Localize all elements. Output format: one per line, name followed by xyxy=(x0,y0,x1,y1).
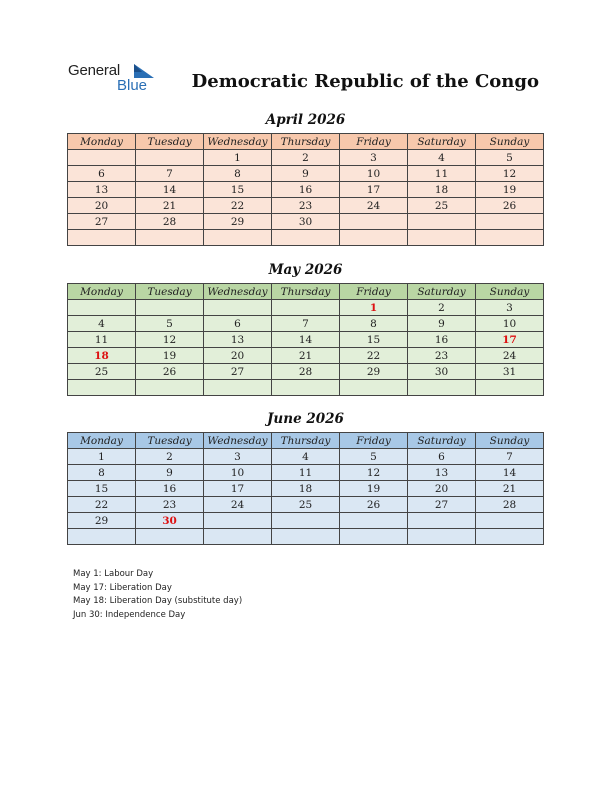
day-cell: 19 xyxy=(476,182,544,198)
empty-cell xyxy=(204,300,272,316)
day-cell: 15 xyxy=(204,182,272,198)
empty-cell xyxy=(476,513,544,529)
day-cell: 27 xyxy=(408,497,476,513)
day-cell: 25 xyxy=(408,198,476,214)
day-cell: 10 xyxy=(476,316,544,332)
weekday-header-row xyxy=(68,433,544,449)
day-cell: 7 xyxy=(136,166,204,182)
day-cell: 1 xyxy=(68,449,136,465)
day-cell: 20 xyxy=(204,348,272,364)
weekday-header: Monday xyxy=(68,433,136,449)
day-cell: 22 xyxy=(340,348,408,364)
empty-cell xyxy=(136,230,204,246)
empty-cell xyxy=(204,230,272,246)
week-row xyxy=(68,481,544,497)
weekday-header: Sunday xyxy=(476,433,544,449)
empty-cell xyxy=(68,230,136,246)
day-cell: 13 xyxy=(204,332,272,348)
weekday-header: Wednesday xyxy=(204,433,272,449)
day-cell: 17 xyxy=(476,332,544,348)
day-cell: 7 xyxy=(476,449,544,465)
calendar-april xyxy=(67,133,544,246)
week-row xyxy=(68,465,544,481)
weekday-header-row xyxy=(68,284,544,300)
day-cell: 2 xyxy=(272,150,340,166)
weekday-header: Friday xyxy=(340,284,408,300)
week-row xyxy=(68,198,544,214)
weekday-header: Thursday xyxy=(272,433,340,449)
day-cell: 13 xyxy=(68,182,136,198)
day-cell: 28 xyxy=(272,364,340,380)
day-cell: 15 xyxy=(68,481,136,497)
day-cell: 20 xyxy=(68,198,136,214)
day-cell: 5 xyxy=(340,449,408,465)
empty-cell xyxy=(204,529,272,545)
day-cell: 16 xyxy=(136,481,204,497)
day-cell: 5 xyxy=(476,150,544,166)
week-row xyxy=(68,214,544,230)
day-cell: 11 xyxy=(68,332,136,348)
day-cell: 13 xyxy=(408,465,476,481)
day-cell: 30 xyxy=(136,513,204,529)
day-cell: 22 xyxy=(204,198,272,214)
day-cell: 24 xyxy=(340,198,408,214)
weekday-header: Friday xyxy=(340,433,408,449)
holiday-notes xyxy=(73,568,242,622)
day-cell: 19 xyxy=(136,348,204,364)
day-cell: 12 xyxy=(340,465,408,481)
weekday-header: Monday xyxy=(68,284,136,300)
day-cell: 12 xyxy=(136,332,204,348)
day-cell: 4 xyxy=(68,316,136,332)
weekday-header-row xyxy=(68,134,544,150)
holiday-note: May 1: Labour Day xyxy=(73,569,154,579)
weekday-header: Tuesday xyxy=(136,134,204,150)
day-cell: 29 xyxy=(68,513,136,529)
logo xyxy=(68,62,168,96)
calendar-may xyxy=(67,283,544,396)
empty-cell xyxy=(68,150,136,166)
day-cell: 11 xyxy=(408,166,476,182)
day-cell: 26 xyxy=(136,364,204,380)
empty-cell xyxy=(136,380,204,396)
day-cell: 15 xyxy=(340,332,408,348)
empty-cell xyxy=(272,380,340,396)
day-cell: 10 xyxy=(340,166,408,182)
empty-cell xyxy=(272,513,340,529)
day-cell: 14 xyxy=(476,465,544,481)
empty-cell xyxy=(408,230,476,246)
day-cell: 11 xyxy=(272,465,340,481)
empty-cell xyxy=(340,214,408,230)
week-row xyxy=(68,300,544,316)
day-cell: 23 xyxy=(408,348,476,364)
page-title: Democratic Republic of the Congo xyxy=(191,71,539,92)
empty-cell xyxy=(204,380,272,396)
empty-cell xyxy=(68,300,136,316)
day-cell: 26 xyxy=(340,497,408,513)
day-cell: 8 xyxy=(68,465,136,481)
weekday-header: Sunday xyxy=(476,284,544,300)
day-cell: 31 xyxy=(476,364,544,380)
day-cell: 18 xyxy=(272,481,340,497)
week-row xyxy=(68,332,544,348)
day-cell: 30 xyxy=(272,214,340,230)
empty-cell xyxy=(476,230,544,246)
calendar-june xyxy=(67,432,544,545)
week-row xyxy=(68,364,544,380)
day-cell: 18 xyxy=(408,182,476,198)
day-cell: 28 xyxy=(136,214,204,230)
month-title-april: April 2026 xyxy=(265,112,346,128)
week-row xyxy=(68,380,544,396)
week-row xyxy=(68,230,544,246)
week-row xyxy=(68,497,544,513)
logo-flag-icon xyxy=(134,64,154,78)
day-cell: 9 xyxy=(272,166,340,182)
week-row xyxy=(68,529,544,545)
day-cell: 25 xyxy=(68,364,136,380)
day-cell: 24 xyxy=(204,497,272,513)
weekday-header: Tuesday xyxy=(136,433,204,449)
day-cell: 8 xyxy=(340,316,408,332)
day-cell: 4 xyxy=(408,150,476,166)
day-cell: 8 xyxy=(204,166,272,182)
empty-cell xyxy=(408,513,476,529)
day-cell: 6 xyxy=(204,316,272,332)
logo-text-blue: Blue xyxy=(117,77,148,94)
empty-cell xyxy=(476,380,544,396)
day-cell: 17 xyxy=(340,182,408,198)
logo-text-general: General xyxy=(68,62,120,79)
empty-cell xyxy=(408,529,476,545)
empty-cell xyxy=(204,513,272,529)
empty-cell xyxy=(340,230,408,246)
empty-cell xyxy=(476,529,544,545)
day-cell: 27 xyxy=(204,364,272,380)
day-cell: 16 xyxy=(408,332,476,348)
empty-cell xyxy=(68,529,136,545)
day-cell: 5 xyxy=(136,316,204,332)
week-row xyxy=(68,348,544,364)
empty-cell xyxy=(340,513,408,529)
day-cell: 2 xyxy=(136,449,204,465)
day-cell: 21 xyxy=(476,481,544,497)
day-cell: 6 xyxy=(408,449,476,465)
day-cell: 6 xyxy=(68,166,136,182)
day-cell: 28 xyxy=(476,497,544,513)
weekday-header: Thursday xyxy=(272,134,340,150)
week-row xyxy=(68,513,544,529)
day-cell: 24 xyxy=(476,348,544,364)
day-cell: 2 xyxy=(408,300,476,316)
weekday-header: Wednesday xyxy=(204,284,272,300)
day-cell: 21 xyxy=(136,198,204,214)
week-row xyxy=(68,316,544,332)
month-title-june: June 2026 xyxy=(267,411,344,427)
day-cell: 3 xyxy=(476,300,544,316)
weekday-header: Wednesday xyxy=(204,134,272,150)
day-cell: 20 xyxy=(408,481,476,497)
day-cell: 1 xyxy=(204,150,272,166)
day-cell: 30 xyxy=(408,364,476,380)
day-cell: 16 xyxy=(272,182,340,198)
weekday-header: Tuesday xyxy=(136,284,204,300)
empty-cell xyxy=(136,300,204,316)
day-cell: 4 xyxy=(272,449,340,465)
day-cell: 9 xyxy=(136,465,204,481)
weekday-header: Saturday xyxy=(408,284,476,300)
day-cell: 17 xyxy=(204,481,272,497)
empty-cell xyxy=(136,150,204,166)
empty-cell xyxy=(476,214,544,230)
day-cell: 18 xyxy=(68,348,136,364)
empty-cell xyxy=(68,380,136,396)
day-cell: 10 xyxy=(204,465,272,481)
weekday-header: Thursday xyxy=(272,284,340,300)
day-cell: 1 xyxy=(340,300,408,316)
week-row xyxy=(68,449,544,465)
empty-cell xyxy=(340,380,408,396)
day-cell: 27 xyxy=(68,214,136,230)
day-cell: 14 xyxy=(272,332,340,348)
day-cell: 23 xyxy=(272,198,340,214)
day-cell: 3 xyxy=(340,150,408,166)
empty-cell xyxy=(272,230,340,246)
day-cell: 3 xyxy=(204,449,272,465)
month-title-may: May 2026 xyxy=(268,262,343,278)
day-cell: 23 xyxy=(136,497,204,513)
day-cell: 22 xyxy=(68,497,136,513)
day-cell: 12 xyxy=(476,166,544,182)
day-cell: 25 xyxy=(272,497,340,513)
day-cell: 9 xyxy=(408,316,476,332)
week-row xyxy=(68,182,544,198)
weekday-header: Monday xyxy=(68,134,136,150)
weekday-header: Sunday xyxy=(476,134,544,150)
empty-cell xyxy=(272,529,340,545)
empty-cell xyxy=(340,529,408,545)
holiday-note: May 18: Liberation Day (substitute day) xyxy=(73,596,243,607)
empty-cell xyxy=(408,380,476,396)
day-cell: 21 xyxy=(272,348,340,364)
weekday-header: Friday xyxy=(340,134,408,150)
empty-cell xyxy=(136,529,204,545)
day-cell: 29 xyxy=(204,214,272,230)
day-cell: 19 xyxy=(340,481,408,497)
empty-cell xyxy=(272,300,340,316)
day-cell: 14 xyxy=(136,182,204,198)
weekday-header: Saturday xyxy=(408,134,476,150)
holiday-note: May 17: Liberation Day xyxy=(73,582,172,593)
week-row xyxy=(68,150,544,166)
week-row xyxy=(68,166,544,182)
day-cell: 7 xyxy=(272,316,340,332)
empty-cell xyxy=(408,214,476,230)
day-cell: 29 xyxy=(340,364,408,380)
day-cell: 26 xyxy=(476,198,544,214)
holiday-note: Jun 30: Independence Day xyxy=(73,609,186,620)
weekday-header: Saturday xyxy=(408,433,476,449)
